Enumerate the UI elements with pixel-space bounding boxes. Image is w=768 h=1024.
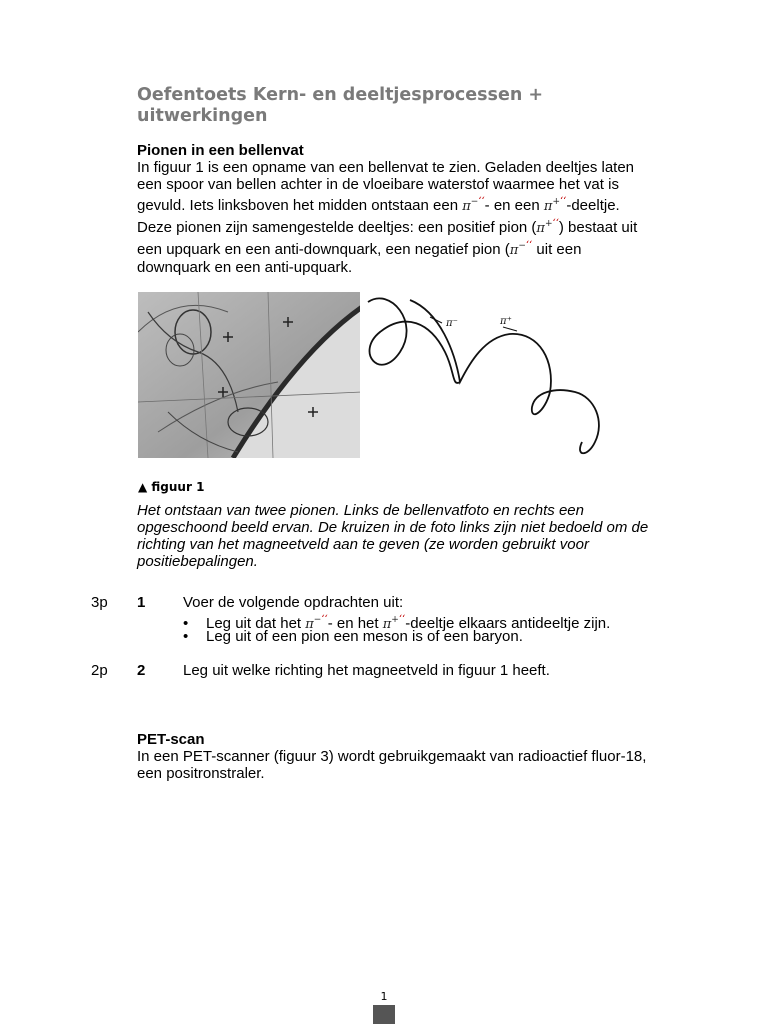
question-1-bullet-2: • Leg uit of een pion een meson is of een baryon. [183, 628, 523, 645]
pi-minus-symbol: $\pi^{-ʻʻ}$ [305, 614, 328, 632]
figure-caption [137, 502, 677, 570]
text-line: een positronstraler. [137, 765, 265, 782]
text-line: In figuur 1 is een opname van een bellenvat te zien. Geladen deeltjes laten [137, 159, 635, 176]
question-1-points: 3p [91, 594, 108, 611]
pi-plus-symbol: $\pi^{+ʻʻ}$ [543, 196, 567, 214]
document-title: Oefentoets Kern- en deeltjesprocessen + uitwerkingen [137, 85, 544, 126]
text-line: een upquark en een anti-downquark, een negatief pion ($\pi^{-ʻʻ}$ uit een [137, 240, 582, 258]
section-heading-pet-scan: PET-scan [137, 731, 205, 748]
pi-minus-symbol: $\pi^{-ʻʻ}$ [462, 196, 485, 214]
caption-line: positiebepalingen. [137, 553, 258, 570]
pet-paragraph [137, 748, 677, 782]
intro-paragraph [137, 159, 677, 276]
text-line: een spoor van bellen achter in de vloeibare waterstof waarmee het vat is [137, 176, 619, 193]
text-line: downquark en een anti-upquark. [137, 259, 353, 276]
question-1-text: Voer de volgende opdrachten uit: [183, 594, 404, 611]
question-2-text: Leg uit welke richting het magneetveld in figuur 1 heeft. [183, 662, 550, 679]
pi-plus-symbol: $\pi^{+ʻʻ}$ [382, 614, 406, 632]
text-line: In een PET-scanner (figuur 3) wordt gebruikgemaakt van radioactief fluor-18, [137, 748, 647, 765]
text-line: Deze pionen zijn samengestelde deeltjes: een positief pion $(\pi^{+ʻʻ})$ bestaat uit [137, 218, 638, 236]
pi-plus-symbol: $\pi^{+ʻʻ}$ [536, 218, 559, 236]
sketch-label-pi-minus: π⁻ [446, 318, 458, 329]
bubble-chamber-photo [138, 292, 362, 458]
pi-minus-symbol: $\pi^{-ʻʻ}$ [509, 240, 533, 258]
caption-line: richting van het magneetveld aan te geven (ze worden gebruikt voor [137, 536, 589, 553]
figure-1 [138, 292, 618, 460]
sketch-label-pi-plus: π⁺ [500, 316, 512, 327]
question-2-points: 2p [91, 662, 108, 679]
caption-line: Het ontstaan van twee pionen. Links de bellenvatfoto en rechts een [137, 502, 584, 519]
page-footer-block [373, 1005, 395, 1024]
text-line: gevuld. Iets linksboven het midden ontstaan een $\pi^{-ʻʻ}-$ en een $\pi^{+ʻʻ}$-deeltje. [137, 196, 620, 214]
page-number: 1 [380, 990, 388, 1003]
question-1-bullet-1: • Leg uit dat het $\pi^{-ʻʻ}-$ en het $\pi^{+ʻʻ}$-deeltje elkaars antideeltje zijn. [183, 614, 611, 632]
question-2-number: 2 [137, 662, 146, 679]
section-heading-pionen: Pionen in een bellenvat [137, 142, 304, 159]
cleaned-track-sketch [360, 292, 620, 460]
figure-label: ▲ figuur 1 [138, 480, 205, 494]
caption-line: opgeschoond beeld ervan. De kruizen in de foto links zijn niet bedoeld om de [137, 519, 649, 536]
question-1-number: 1 [137, 594, 146, 611]
